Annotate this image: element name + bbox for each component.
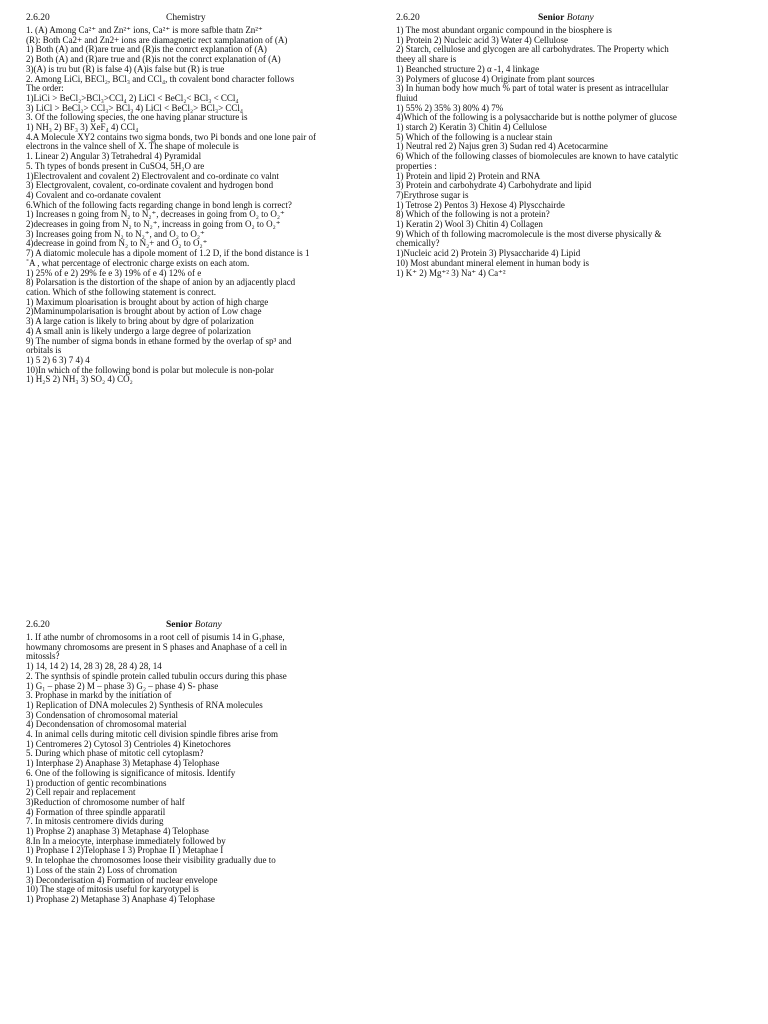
question-line: 9) The number of sigma bonds in ethane formed by the overlap of sp³ and bbox=[26, 335, 292, 346]
question-line: 2) Both (A) and (R)are true and (R)is not the conrct explanation of (A) bbox=[26, 54, 281, 65]
question-line: cation. Which of sthe following statement is conrect. bbox=[26, 286, 217, 297]
question-line: 4.A Molecule XY2 contains two sigma bonds, two Pi bonds and one lone pair of bbox=[26, 131, 316, 142]
question-line: 7)Erythrose sugar is bbox=[396, 189, 469, 200]
question-line: 4)Which of the following is a polysaccharide but is notthe polymer of glucose bbox=[396, 112, 677, 123]
botany-right-subject-name: Botany bbox=[566, 13, 594, 23]
question-line: 3) Protein and carbohydrate 4) Carbohydrate and lipid bbox=[396, 180, 592, 191]
question-line: 10)In which of the following bond is polar but molecule is non-polar bbox=[26, 364, 274, 375]
question-line: 1) Protein 2) Nucleic acid 3) Water 4) Cellulose bbox=[396, 34, 569, 45]
question-line: 1. (A) Among Ca²⁺ and Zn²⁺ ions, Ca²⁺ is more safble thatn Zn²⁺ bbox=[26, 25, 263, 35]
question-line: 8) Which of the following is not a protein? bbox=[396, 209, 550, 220]
question-line: 1) Replication of DNA molecules 2) Synthesis of RNA molecules bbox=[26, 699, 263, 710]
question-line: theey all share is bbox=[396, 54, 457, 65]
botany-bottom-questions bbox=[26, 633, 371, 905]
question-line: 2. The synthsis of spindle protein called tubulin occurs during this phase bbox=[26, 670, 287, 681]
question-line: 1) Prophase 2) Metaphase 3) Anaphase 4) Telophase bbox=[26, 893, 215, 904]
question-line: 7. In mitosis centromere divids during bbox=[26, 816, 164, 827]
botany-bottom-section bbox=[26, 621, 371, 905]
question-line: 1) 25% of e 2) 29% fe e 3) 19% of e 4) 12% of e bbox=[26, 267, 202, 278]
question-line: 6) Which of the following classes of biomolecules are known to have catalytic bbox=[396, 151, 679, 162]
question-line: 1) K⁺ 2) Mg⁺² 3) Na⁺ 4) Ca⁺² bbox=[396, 267, 506, 278]
botany-right-header bbox=[396, 14, 746, 25]
question-line: 5. During which phase of mitotic cell cytoplasm? bbox=[26, 748, 204, 759]
botany-bottom-subject-level: Senior bbox=[166, 620, 193, 630]
question-line: 2) Cell repair and replacement bbox=[26, 787, 136, 798]
question-line: 1) 5 2) 6 3) 7 4) 4 bbox=[26, 354, 90, 365]
botany-bottom-header bbox=[26, 621, 371, 632]
question-line: 1) Protein and lipid 2) Protein and RNA bbox=[396, 170, 541, 181]
question-line: mitossls? bbox=[26, 651, 60, 662]
question-line: 3) A large cation is likely to bring about by dgre of polarization bbox=[26, 316, 254, 327]
question-line: properties : bbox=[396, 160, 437, 171]
question-line: 1) Beanched structure 2) α -1, 4 linkage bbox=[396, 63, 540, 74]
chemistry-subject: Chemistry bbox=[166, 13, 206, 23]
question-line: 1. Linear 2) Angular 3) Tetrahedral 4) Pyramidal bbox=[26, 151, 202, 162]
botany-bottom-subject-name: Botany bbox=[194, 620, 222, 630]
question-line: 4. In animal cells during mitotic cell division spindle fibres arise from bbox=[26, 729, 278, 740]
question-line: chemically? bbox=[396, 238, 440, 249]
question-line: 3) Deconderisation 4) Formation of nuclear envelope bbox=[26, 874, 218, 885]
question-line: 7) A diatomic molecule has a dipole moment of 1.2 D, if the bond distance is 1 bbox=[26, 248, 310, 259]
question-line: 2)decreases in going from N₂ to N₂⁺, increass in going from O₂ to O₂⁺ bbox=[26, 219, 281, 230]
question-line: 4) Covalent and co-ordanate covalent bbox=[26, 189, 161, 200]
question-line: 1)Nucleic acid 2) Protein 3) Plysaccharide 4) Lipid bbox=[396, 248, 581, 259]
question-line: 1) Keratin 2) Wool 3) Chitin 4) Collagen bbox=[396, 219, 543, 230]
question-line: 3) Electgrovalent, covalent, co-ordinate covalent and hydrogen bond bbox=[26, 180, 274, 191]
question-line: 1) Maximum ploarisation is brought about by action of high charge bbox=[26, 296, 269, 307]
question-line: 1) Neutral red 2) Najus gren 3) Sudan red 4) Acetocarmine bbox=[396, 141, 608, 152]
chemistry-header bbox=[26, 14, 371, 25]
question-line: (R): Both Ca2+ and Zn2+ ions are diamagnetic rect xamplanation of (A) bbox=[26, 34, 288, 45]
chemistry-questions bbox=[26, 26, 371, 385]
question-line: 1) Loss of the stain 2) Loss of chromation bbox=[26, 864, 177, 875]
question-line: 3)Reduction of chromosome number of half bbox=[26, 796, 185, 807]
question-line: 1. If athe numbr of chromosoms in a root cell of pisumis 14 in G₁phase, bbox=[26, 632, 285, 642]
question-line: 1) H₂S 2) NH₃ 3) SO₂ 4) CO₂ bbox=[26, 374, 133, 385]
botany-right-subject-level: Senior bbox=[538, 13, 565, 23]
question-line: orbitals is bbox=[26, 345, 62, 356]
question-line: 2. Among LiCi, BECl₂, BCl₃ and CCl₄, th covalent bond character follows bbox=[26, 73, 295, 84]
chemistry-section bbox=[26, 14, 371, 385]
question-line: howmany chromosoms are present in S phases and Anaphase of a cell in bbox=[26, 641, 287, 652]
question-line: 2) Starch, cellulose and glycogen are all carbohydrates. The Property which bbox=[396, 44, 669, 55]
question-line: 3) Condensation of chromosomal material bbox=[26, 709, 178, 720]
question-line: 1) Prophse 2) anaphase 3) Metaphase 4) Telophase bbox=[26, 826, 209, 837]
question-line: 1) The most abundant organic compound in the biosphere is bbox=[396, 25, 612, 35]
question-line: electrons in the valnce shell of X. The shape of molecule is bbox=[26, 141, 239, 152]
question-line: 1) starch 2) Keratin 3) Chitin 4) Cellulose bbox=[396, 122, 547, 133]
chemistry-date: 2.6.20 bbox=[26, 13, 50, 23]
question-line: 4)decrease in goind from N₂ to N₂+ and O₂ to O₂⁺ bbox=[26, 238, 208, 249]
question-line: 1) Increases n going from N₂ to N₂⁺, decreases in going from O₂ to O₂⁺ bbox=[26, 209, 285, 220]
botany-bottom-subject bbox=[166, 621, 222, 631]
question-line: 3)(A) is tru but (R) is false 4) (A)is false but (R) is true bbox=[26, 63, 225, 74]
question-line: 1) production of gentic recombinations bbox=[26, 777, 167, 788]
botany-bottom-date: 2.6.20 bbox=[26, 620, 50, 630]
question-line: 1) NH₃ 2) BF₃ 3) XeF₄ 4) CCl₄ bbox=[26, 122, 139, 133]
question-line: ˚A , what percentage of electronic charge exists on each atom. bbox=[26, 257, 250, 268]
question-line: 4) A small anin is likely undergo a large degree of polarization bbox=[26, 325, 251, 336]
question-line: 3) LiCl > BeCl₂> CCl₃> BCl₃ 4) LiCl < BeCl₂> BCl₃> CCl₄ bbox=[26, 102, 244, 113]
botany-right-section bbox=[396, 14, 746, 278]
botany-right-date: 2.6.20 bbox=[396, 13, 420, 23]
question-line: fluiud bbox=[396, 92, 418, 103]
question-line: 5) Which of the following is a nuclear stain bbox=[396, 131, 553, 142]
question-line: 5. Th types of bonds present in CuSO4, 5H₂O are bbox=[26, 160, 205, 171]
question-line: 10) Most abundant mineral element in human body is bbox=[396, 257, 589, 268]
question-line: 6. One of the following is significance of mitosis. Identify bbox=[26, 767, 236, 778]
question-line: 3. Prophase in markd by the initiation of bbox=[26, 690, 172, 701]
question-line: 10) The stage of mitosis useful for karyotypel is bbox=[26, 884, 199, 895]
question-line: 8) Polarsation is the distortion of the shape of anion by an adjacently placd bbox=[26, 277, 296, 288]
question-line: 3) In human body how much % part of total water is present as intracellular bbox=[396, 83, 669, 94]
question-line: 4) Formation of three spindle apparatil bbox=[26, 806, 166, 817]
question-line: 3) Polymers of glucose 4) Originate from plant sources bbox=[396, 73, 595, 84]
question-line: 1) 55% 2) 35% 3) 80% 4) 7% bbox=[396, 102, 504, 113]
question-line: 9) Which of th following macromolecule is the most diverse physically & bbox=[396, 228, 662, 239]
question-line: 1) G₁ – phase 2) M – phase 3) G₂ – phase 4) S- phase bbox=[26, 680, 219, 691]
question-line: 4) Decondensation of chromosomal material bbox=[26, 719, 187, 730]
question-line: 3) Increases going from N₂ to N₂⁺, and O₂ to O₂⁺ bbox=[26, 228, 205, 239]
question-line: 1) 14, 14 2) 14, 28 3) 28, 28 4) 28, 14 bbox=[26, 661, 162, 672]
question-line: 1) Centromeres 2) Cytosol 3) Centrioles 4) Kinetochores bbox=[26, 738, 231, 749]
question-line: 1) Both (A) and (R)are true and (R)is the conrct explanation of (A) bbox=[26, 44, 267, 55]
question-line: 3. Of the following species, the one having planar structure is bbox=[26, 112, 248, 123]
question-line: 8.In In a meiocyte, interphase immediately followed by bbox=[26, 835, 226, 846]
question-line: 1)Electrovalent and covalent 2) Electrovalent and co-ordinate co valnt bbox=[26, 170, 279, 181]
question-line: 1) Tetrose 2) Pentos 3) Hexose 4) Plyscchairde bbox=[396, 199, 565, 210]
question-line: 1)LiCi > BeCl₂>BCl₃>CCl₄ 2) LiCl < BeCl₂< BCl₃ < CCl₄ bbox=[26, 92, 239, 103]
question-line: 1) Prophase I 2)Telophase I 3) Prophae II ) Metaphae I bbox=[26, 845, 224, 856]
question-line: The order: bbox=[26, 83, 64, 94]
question-line: 9. In telophae the chromosomes loose their visibility gradually due to bbox=[26, 855, 276, 866]
question-line: 6.Which of the following facts regarding change in bond lengh is correct? bbox=[26, 199, 292, 210]
question-line: 1) Interphase 2) Anaphase 3) Metaphase 4) Telophase bbox=[26, 758, 220, 769]
botany-right-questions bbox=[396, 26, 746, 278]
botany-right-subject bbox=[538, 14, 594, 24]
question-line: 2)Maminumpolarisation is brought about by action of Low chage bbox=[26, 306, 262, 317]
